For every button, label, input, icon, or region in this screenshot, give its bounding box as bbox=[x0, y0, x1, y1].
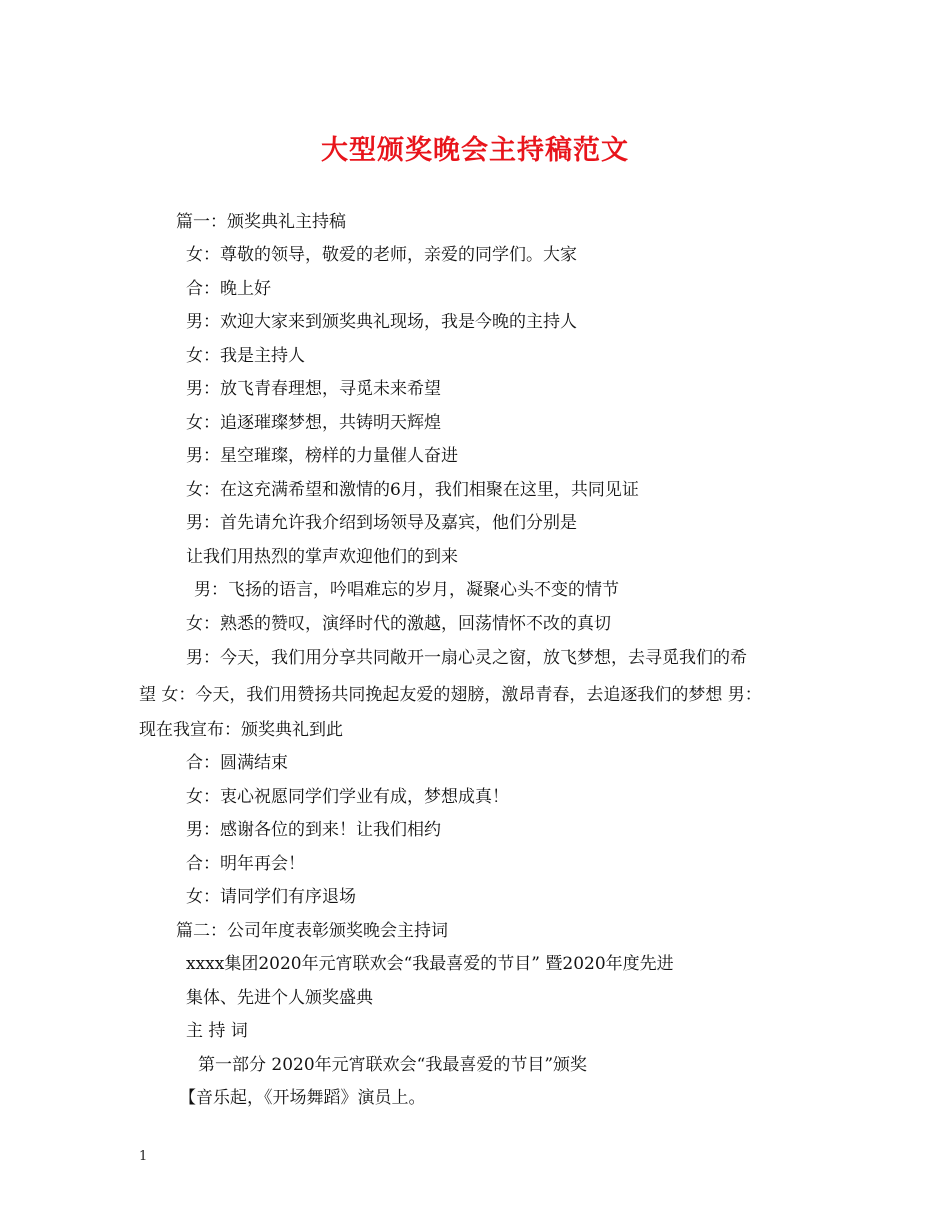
text-line: 男：飞扬的语言，吟唱难忘的岁月，凝聚心头不变的情节 bbox=[194, 580, 619, 600]
text-line: 女：我是主持人 bbox=[186, 346, 305, 366]
section-heading-1: 篇一：颁奖典礼主持稿 bbox=[176, 212, 346, 232]
text-line: 集体、先进个人颁奖盛典 bbox=[186, 988, 373, 1008]
section-heading-2: 篇二：公司年度表彰颁奖晚会主持词 bbox=[176, 921, 448, 941]
text-line: 男：放飞青春理想，寻觅未来希望 bbox=[186, 379, 441, 399]
text-line: 女：熟悉的赞叹，演绎时代的激越，回荡情怀不改的真切 bbox=[186, 614, 611, 634]
document-title: 大型颁奖晚会主持稿范文 bbox=[321, 135, 629, 166]
text-line: 男：感谢各位的到来！让我们相约 bbox=[186, 820, 441, 840]
text-line: 合：圆满结束 bbox=[186, 753, 288, 773]
text-line: 望 女：今天，我们用赞扬共同挽起友爱的翅膀，激昂青春，去追逐我们的梦想 男： bbox=[139, 685, 762, 705]
text-line: 男：首先请允许我介绍到场领导及嘉宾，他们分别是 bbox=[186, 513, 577, 533]
text-line: 男：今天，我们用分享共同敞开一扇心灵之窗，放飞梦想，去寻觅我们的希 bbox=[186, 648, 747, 668]
text-line: 现在我宣布：颁奖典礼到此 bbox=[139, 720, 343, 740]
text-line: 主 持 词 bbox=[186, 1021, 248, 1041]
text-line: 女：在这充满希望和激情的6月，我们相聚在这里，共同见证 bbox=[186, 480, 639, 500]
text-line: 男：欢迎大家来到颁奖典礼现场，我是今晚的主持人 bbox=[186, 312, 577, 332]
text-line: 合：晚上好 bbox=[186, 279, 271, 299]
text-line: 让我们用热烈的掌声欢迎他们的到来 bbox=[186, 547, 458, 567]
text-line: 合：明年再会！ bbox=[186, 854, 305, 874]
page-number: 1 bbox=[139, 1149, 148, 1164]
text-line: 女：衷心祝愿同学们学业有成，梦想成真！ bbox=[186, 787, 509, 807]
text-line: 女：尊敬的领导，敬爱的老师，亲爱的同学们。大家 bbox=[186, 245, 577, 265]
text-line: 女：请同学们有序退场 bbox=[186, 887, 356, 907]
text-line: xxxx集团2020年元宵联欢会“我最喜爱的节目” 暨2020年度先进 bbox=[186, 954, 674, 974]
text-line: 【音乐起，《开场舞蹈》演员上。 bbox=[179, 1088, 426, 1108]
text-line: 男：星空璀璨，榜样的力量催人奋进 bbox=[186, 446, 458, 466]
text-line: 第一部分 2020年元宵联欢会“我最喜爱的节目”颁奖 bbox=[198, 1055, 588, 1075]
text-line: 女：追逐璀璨梦想，共铸明天辉煌 bbox=[186, 413, 441, 433]
